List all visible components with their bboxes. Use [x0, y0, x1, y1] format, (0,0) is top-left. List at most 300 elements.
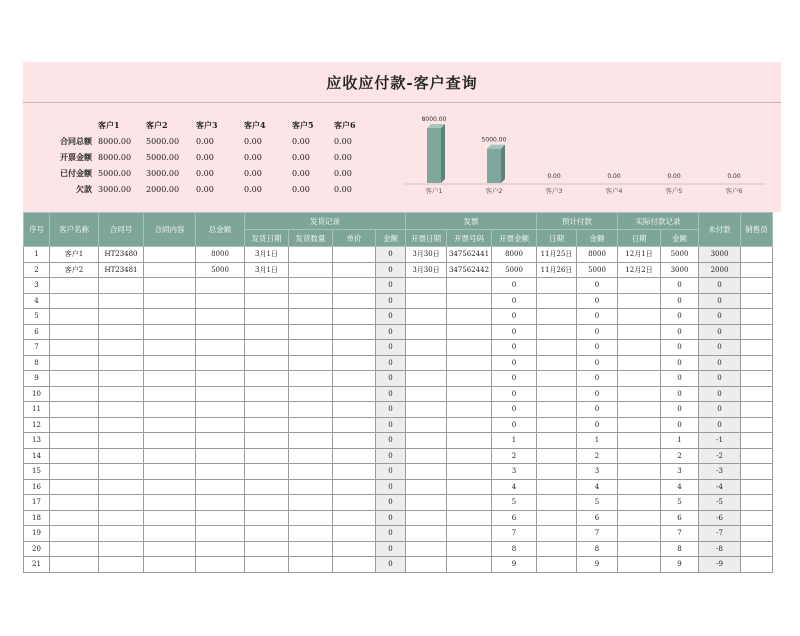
table-cell[interactable] — [333, 355, 376, 371]
table-cell[interactable] — [406, 541, 447, 557]
table-cell[interactable] — [289, 324, 333, 340]
table-cell[interactable] — [333, 262, 376, 278]
table-cell[interactable] — [333, 495, 376, 511]
table-cell[interactable] — [333, 278, 376, 294]
table-cell[interactable] — [741, 541, 773, 557]
table-cell[interactable]: 2 — [492, 448, 537, 464]
table-cell[interactable] — [741, 386, 773, 402]
table-cell[interactable]: 15 — [24, 464, 50, 480]
table-cell[interactable] — [618, 448, 661, 464]
table-cell[interactable] — [537, 541, 577, 557]
table-cell[interactable]: 14 — [24, 448, 50, 464]
table-cell[interactable] — [245, 464, 289, 480]
table-cell[interactable]: 0 — [661, 278, 699, 294]
table-cell[interactable]: 8000 — [492, 247, 537, 263]
table-cell[interactable]: 20 — [24, 541, 50, 557]
table-cell[interactable]: 12月2日 — [618, 262, 661, 278]
table-cell[interactable]: 11月26日 — [537, 262, 577, 278]
table-cell[interactable] — [289, 340, 333, 356]
table-cell[interactable] — [50, 309, 99, 325]
table-cell[interactable] — [196, 479, 245, 495]
table-cell[interactable]: 6 — [492, 510, 537, 526]
table-cell[interactable] — [447, 309, 492, 325]
table-cell[interactable] — [289, 386, 333, 402]
table-cell[interactable]: 0 — [699, 355, 741, 371]
table-cell[interactable]: 9 — [661, 557, 699, 573]
table-cell[interactable]: 0 — [376, 371, 406, 387]
table-cell[interactable] — [333, 448, 376, 464]
table-cell[interactable] — [196, 433, 245, 449]
table-cell[interactable] — [333, 340, 376, 356]
table-cell[interactable]: 0 — [492, 355, 537, 371]
table-cell[interactable] — [50, 355, 99, 371]
table-cell[interactable]: HT23481 — [99, 262, 144, 278]
table-cell[interactable]: 0 — [376, 262, 406, 278]
table-cell[interactable]: 0 — [376, 293, 406, 309]
table-cell[interactable] — [144, 293, 196, 309]
table-cell[interactable]: 0 — [661, 340, 699, 356]
table-cell[interactable] — [741, 417, 773, 433]
table-cell[interactable] — [50, 417, 99, 433]
table-cell[interactable]: 0 — [661, 417, 699, 433]
table-cell[interactable] — [447, 386, 492, 402]
table-cell[interactable] — [618, 324, 661, 340]
table-cell[interactable] — [144, 247, 196, 263]
table-cell[interactable]: 0 — [376, 510, 406, 526]
table-cell[interactable] — [289, 309, 333, 325]
table-cell[interactable] — [245, 479, 289, 495]
table-cell[interactable]: 0 — [376, 355, 406, 371]
table-cell[interactable] — [144, 324, 196, 340]
table-cell[interactable] — [289, 541, 333, 557]
table-cell[interactable] — [144, 526, 196, 542]
table-cell[interactable]: 4 — [24, 293, 50, 309]
table-cell[interactable]: 4 — [577, 479, 618, 495]
table-cell[interactable]: 0 — [699, 309, 741, 325]
table-cell[interactable] — [289, 495, 333, 511]
table-cell[interactable]: 4 — [661, 479, 699, 495]
table-cell[interactable]: 0 — [492, 417, 537, 433]
table-cell[interactable]: 10 — [24, 386, 50, 402]
table-cell[interactable] — [50, 479, 99, 495]
table-cell[interactable]: 0 — [699, 278, 741, 294]
table-cell[interactable] — [537, 355, 577, 371]
table-cell[interactable]: 2 — [577, 448, 618, 464]
table-cell[interactable]: 16 — [24, 479, 50, 495]
table-cell[interactable] — [333, 557, 376, 573]
table-cell[interactable] — [50, 510, 99, 526]
table-cell[interactable] — [196, 495, 245, 511]
table-cell[interactable] — [406, 293, 447, 309]
table-cell[interactable] — [289, 557, 333, 573]
table-cell[interactable] — [333, 510, 376, 526]
table-cell[interactable] — [245, 510, 289, 526]
table-cell[interactable] — [537, 371, 577, 387]
table-cell[interactable]: 0 — [492, 293, 537, 309]
table-cell[interactable] — [196, 448, 245, 464]
table-cell[interactable]: 0 — [661, 324, 699, 340]
table-cell[interactable] — [144, 417, 196, 433]
table-cell[interactable]: 347562442 — [447, 262, 492, 278]
table-cell[interactable] — [196, 510, 245, 526]
table-cell[interactable] — [289, 433, 333, 449]
table-cell[interactable]: 0 — [376, 247, 406, 263]
table-cell[interactable]: 3 — [661, 464, 699, 480]
table-cell[interactable] — [50, 464, 99, 480]
table-cell[interactable] — [99, 340, 144, 356]
table-cell[interactable] — [447, 371, 492, 387]
table-cell[interactable] — [741, 324, 773, 340]
table-cell[interactable] — [144, 433, 196, 449]
table-cell[interactable] — [333, 247, 376, 263]
table-cell[interactable]: 0 — [577, 371, 618, 387]
table-cell[interactable] — [289, 464, 333, 480]
table-cell[interactable] — [289, 510, 333, 526]
table-cell[interactable] — [50, 278, 99, 294]
table-cell[interactable]: 1 — [577, 433, 618, 449]
table-cell[interactable] — [289, 247, 333, 263]
table-cell[interactable] — [99, 324, 144, 340]
table-cell[interactable]: 13 — [24, 433, 50, 449]
table-cell[interactable] — [289, 448, 333, 464]
table-cell[interactable] — [537, 278, 577, 294]
table-cell[interactable]: 8 — [577, 541, 618, 557]
table-cell[interactable]: -7 — [699, 526, 741, 542]
table-cell[interactable] — [245, 495, 289, 511]
table-cell[interactable]: 0 — [376, 324, 406, 340]
table-cell[interactable] — [144, 262, 196, 278]
table-cell[interactable]: 0 — [376, 541, 406, 557]
table-cell[interactable] — [196, 557, 245, 573]
table-cell[interactable] — [741, 340, 773, 356]
table-cell[interactable] — [447, 324, 492, 340]
table-cell[interactable] — [537, 510, 577, 526]
table-cell[interactable] — [99, 371, 144, 387]
table-cell[interactable] — [618, 541, 661, 557]
table-cell[interactable] — [447, 402, 492, 418]
table-cell[interactable] — [245, 371, 289, 387]
table-cell[interactable] — [741, 495, 773, 511]
table-cell[interactable]: 5 — [492, 495, 537, 511]
table-cell[interactable]: -5 — [699, 495, 741, 511]
table-cell[interactable] — [618, 417, 661, 433]
table-cell[interactable] — [245, 278, 289, 294]
table-cell[interactable] — [196, 402, 245, 418]
table-cell[interactable] — [99, 557, 144, 573]
table-cell[interactable] — [50, 541, 99, 557]
table-cell[interactable] — [618, 293, 661, 309]
table-cell[interactable] — [741, 433, 773, 449]
table-cell[interactable] — [144, 340, 196, 356]
table-cell[interactable] — [50, 402, 99, 418]
table-cell[interactable]: 0 — [376, 402, 406, 418]
table-cell[interactable] — [447, 433, 492, 449]
table-cell[interactable]: 5 — [661, 495, 699, 511]
table-cell[interactable] — [245, 448, 289, 464]
table-cell[interactable] — [245, 355, 289, 371]
table-cell[interactable] — [196, 293, 245, 309]
table-cell[interactable]: 0 — [699, 293, 741, 309]
table-cell[interactable] — [618, 479, 661, 495]
table-cell[interactable] — [289, 262, 333, 278]
table-cell[interactable] — [406, 324, 447, 340]
table-cell[interactable] — [741, 402, 773, 418]
table-cell[interactable]: -6 — [699, 510, 741, 526]
table-cell[interactable] — [50, 324, 99, 340]
table-cell[interactable]: 7 — [577, 526, 618, 542]
table-cell[interactable]: 0 — [492, 340, 537, 356]
table-cell[interactable] — [333, 541, 376, 557]
table-cell[interactable] — [99, 433, 144, 449]
table-cell[interactable]: 0 — [376, 340, 406, 356]
table-cell[interactable]: 0 — [376, 417, 406, 433]
table-cell[interactable]: 0 — [376, 495, 406, 511]
table-cell[interactable]: 0 — [661, 386, 699, 402]
table-cell[interactable]: 0 — [661, 355, 699, 371]
table-cell[interactable] — [406, 371, 447, 387]
table-cell[interactable]: 7 — [24, 340, 50, 356]
table-cell[interactable] — [289, 417, 333, 433]
table-cell[interactable]: 3 — [492, 464, 537, 480]
table-cell[interactable]: 12 — [24, 417, 50, 433]
table-cell[interactable] — [618, 557, 661, 573]
table-cell[interactable]: 9 — [24, 371, 50, 387]
table-cell[interactable] — [196, 355, 245, 371]
table-cell[interactable]: 5000 — [661, 247, 699, 263]
table-cell[interactable] — [289, 402, 333, 418]
table-cell[interactable]: 1 — [492, 433, 537, 449]
table-cell[interactable] — [289, 293, 333, 309]
table-cell[interactable]: 8 — [24, 355, 50, 371]
table-cell[interactable] — [99, 309, 144, 325]
table-cell[interactable] — [245, 309, 289, 325]
table-cell[interactable] — [99, 386, 144, 402]
table-cell[interactable] — [333, 479, 376, 495]
table-cell[interactable]: 0 — [376, 479, 406, 495]
table-cell[interactable] — [333, 433, 376, 449]
table-cell[interactable] — [196, 526, 245, 542]
table-cell[interactable] — [196, 541, 245, 557]
table-cell[interactable]: 11 — [24, 402, 50, 418]
table-cell[interactable] — [406, 464, 447, 480]
table-cell[interactable] — [196, 371, 245, 387]
table-cell[interactable]: 2 — [24, 262, 50, 278]
table-cell[interactable]: 8000 — [196, 247, 245, 263]
table-cell[interactable]: 8000 — [577, 247, 618, 263]
table-cell[interactable] — [406, 433, 447, 449]
table-cell[interactable] — [447, 557, 492, 573]
table-cell[interactable] — [406, 340, 447, 356]
table-cell[interactable] — [245, 402, 289, 418]
table-cell[interactable]: 2000 — [699, 262, 741, 278]
table-cell[interactable] — [406, 510, 447, 526]
table-cell[interactable]: 2 — [661, 448, 699, 464]
table-cell[interactable] — [618, 495, 661, 511]
table-cell[interactable]: 0 — [376, 309, 406, 325]
table-cell[interactable] — [618, 386, 661, 402]
table-cell[interactable] — [537, 526, 577, 542]
table-cell[interactable]: 1 — [661, 433, 699, 449]
table-cell[interactable] — [144, 355, 196, 371]
table-cell[interactable]: 0 — [577, 309, 618, 325]
table-cell[interactable]: 21 — [24, 557, 50, 573]
table-cell[interactable]: 0 — [376, 448, 406, 464]
table-cell[interactable]: -2 — [699, 448, 741, 464]
table-cell[interactable]: 6 — [24, 324, 50, 340]
table-cell[interactable] — [144, 541, 196, 557]
table-cell[interactable]: 0 — [577, 293, 618, 309]
table-cell[interactable] — [144, 510, 196, 526]
table-cell[interactable] — [333, 417, 376, 433]
table-cell[interactable] — [447, 293, 492, 309]
table-cell[interactable]: 0 — [376, 386, 406, 402]
table-cell[interactable]: 6 — [661, 510, 699, 526]
table-cell[interactable] — [447, 495, 492, 511]
table-cell[interactable] — [245, 386, 289, 402]
table-cell[interactable] — [245, 541, 289, 557]
table-cell[interactable]: 0 — [577, 278, 618, 294]
table-cell[interactable] — [537, 309, 577, 325]
table-cell[interactable]: 0 — [492, 309, 537, 325]
table-cell[interactable] — [196, 340, 245, 356]
table-cell[interactable]: 0 — [376, 278, 406, 294]
table-cell[interactable] — [99, 464, 144, 480]
table-cell[interactable]: 0 — [577, 402, 618, 418]
table-cell[interactable] — [741, 510, 773, 526]
table-cell[interactable]: 0 — [577, 340, 618, 356]
table-cell[interactable] — [537, 479, 577, 495]
table-cell[interactable]: 0 — [492, 278, 537, 294]
table-cell[interactable] — [537, 464, 577, 480]
table-cell[interactable] — [289, 371, 333, 387]
table-cell[interactable]: 1 — [24, 247, 50, 263]
table-cell[interactable]: 5000 — [196, 262, 245, 278]
table-cell[interactable]: 3000 — [699, 247, 741, 263]
table-cell[interactable]: 0 — [661, 402, 699, 418]
table-cell[interactable] — [245, 340, 289, 356]
table-cell[interactable]: 9 — [492, 557, 537, 573]
table-cell[interactable] — [289, 278, 333, 294]
table-cell[interactable] — [537, 402, 577, 418]
table-cell[interactable] — [99, 448, 144, 464]
table-cell[interactable] — [99, 510, 144, 526]
table-cell[interactable] — [196, 324, 245, 340]
table-cell[interactable] — [447, 510, 492, 526]
table-cell[interactable]: 17 — [24, 495, 50, 511]
table-cell[interactable]: 0 — [699, 324, 741, 340]
table-cell[interactable] — [447, 355, 492, 371]
table-cell[interactable] — [245, 557, 289, 573]
table-cell[interactable]: 0 — [376, 433, 406, 449]
table-cell[interactable] — [50, 495, 99, 511]
table-cell[interactable]: 0 — [376, 526, 406, 542]
table-cell[interactable] — [99, 417, 144, 433]
table-cell[interactable]: 0 — [492, 386, 537, 402]
table-cell[interactable] — [406, 557, 447, 573]
table-cell[interactable]: 19 — [24, 526, 50, 542]
table-cell[interactable] — [741, 355, 773, 371]
table-cell[interactable] — [406, 355, 447, 371]
table-cell[interactable] — [50, 448, 99, 464]
table-cell[interactable] — [333, 371, 376, 387]
table-cell[interactable]: 6 — [577, 510, 618, 526]
table-cell[interactable] — [406, 402, 447, 418]
table-cell[interactable]: 5 — [24, 309, 50, 325]
table-cell[interactable]: 0 — [577, 324, 618, 340]
table-cell[interactable]: 0 — [699, 340, 741, 356]
table-cell[interactable] — [741, 557, 773, 573]
table-cell[interactable] — [333, 402, 376, 418]
table-cell[interactable] — [99, 479, 144, 495]
table-cell[interactable] — [618, 464, 661, 480]
table-cell[interactable] — [447, 464, 492, 480]
table-cell[interactable] — [144, 371, 196, 387]
table-cell[interactable] — [618, 340, 661, 356]
table-cell[interactable]: 3月30日 — [406, 262, 447, 278]
table-cell[interactable] — [406, 479, 447, 495]
table-cell[interactable]: 0 — [699, 371, 741, 387]
table-cell[interactable]: 0 — [661, 371, 699, 387]
table-cell[interactable]: 客户2 — [50, 262, 99, 278]
table-cell[interactable] — [618, 371, 661, 387]
table-cell[interactable]: 12月1日 — [618, 247, 661, 263]
table-cell[interactable] — [245, 324, 289, 340]
table-cell[interactable]: 0 — [492, 402, 537, 418]
table-cell[interactable]: 3000 — [661, 262, 699, 278]
table-cell[interactable] — [741, 464, 773, 480]
table-cell[interactable] — [447, 479, 492, 495]
table-cell[interactable] — [618, 278, 661, 294]
table-cell[interactable] — [289, 479, 333, 495]
table-cell[interactable] — [741, 293, 773, 309]
table-cell[interactable]: 5000 — [577, 262, 618, 278]
table-cell[interactable] — [447, 448, 492, 464]
table-cell[interactable]: 0 — [376, 557, 406, 573]
table-cell[interactable]: 0 — [661, 309, 699, 325]
table-cell[interactable] — [741, 479, 773, 495]
table-cell[interactable]: 客户1 — [50, 247, 99, 263]
table-cell[interactable] — [50, 526, 99, 542]
table-cell[interactable]: 3月1日 — [245, 247, 289, 263]
table-cell[interactable]: -3 — [699, 464, 741, 480]
table-cell[interactable]: -4 — [699, 479, 741, 495]
table-cell[interactable]: 0 — [492, 371, 537, 387]
table-cell[interactable] — [99, 278, 144, 294]
table-cell[interactable] — [618, 433, 661, 449]
table-cell[interactable] — [741, 371, 773, 387]
table-cell[interactable] — [618, 402, 661, 418]
table-cell[interactable] — [741, 309, 773, 325]
table-cell[interactable] — [333, 324, 376, 340]
table-cell[interactable] — [99, 402, 144, 418]
table-cell[interactable] — [406, 448, 447, 464]
table-cell[interactable] — [196, 417, 245, 433]
table-cell[interactable] — [144, 402, 196, 418]
table-cell[interactable] — [406, 526, 447, 542]
table-cell[interactable] — [537, 340, 577, 356]
table-cell[interactable] — [618, 526, 661, 542]
table-cell[interactable] — [333, 309, 376, 325]
table-cell[interactable] — [50, 433, 99, 449]
table-cell[interactable] — [196, 386, 245, 402]
table-cell[interactable]: -8 — [699, 541, 741, 557]
table-cell[interactable] — [741, 278, 773, 294]
table-cell[interactable] — [50, 386, 99, 402]
table-cell[interactable] — [618, 510, 661, 526]
table-cell[interactable]: 3 — [577, 464, 618, 480]
table-cell[interactable]: 9 — [577, 557, 618, 573]
table-cell[interactable] — [618, 355, 661, 371]
